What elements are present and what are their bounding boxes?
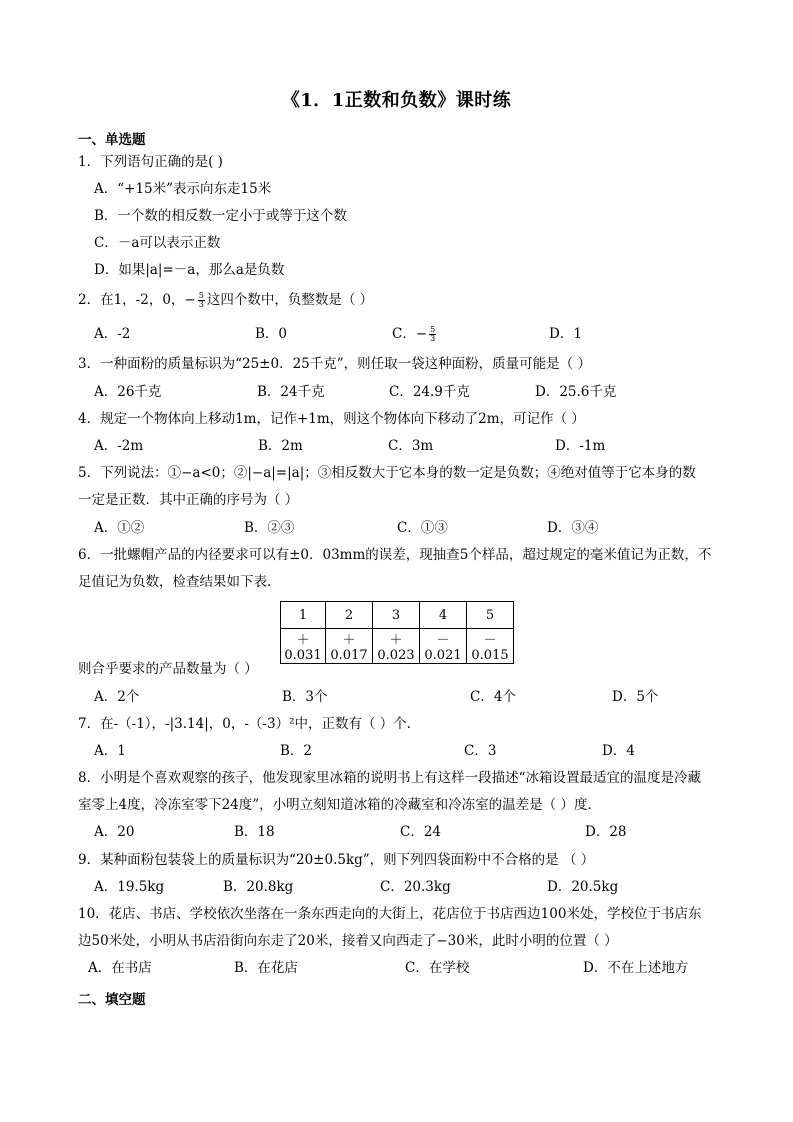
table-cell: ＋0.017 [326,629,373,664]
question-1-option-c: C．－a可以表示正数 [94,235,221,251]
question-6-option-c: C．4个 [470,689,516,705]
minus-sign: − [184,292,196,308]
question-6-option-b: B．3个 [282,689,328,705]
question-6-stem-line-1: 6．一批螺帽产品的内径要求可以有±0．03mm的误差，现抽查5个样品，超过规定的毫米值记为正数，不 [78,547,712,563]
question-1-option-d: D．如果|a|=－a，那么a是负数 [94,262,285,278]
question-1-option-b: B．一个数的相反数一定小于或等于这个数 [94,208,347,224]
fraction-numerator: 5 [430,325,436,334]
table-header-cell: 5 [467,602,514,629]
question-7-option-d: D．4 [602,743,635,759]
question-3-option-d: D．25.6千克 [535,384,617,400]
table-header-cell: 1 [281,602,326,629]
fraction-denominator: 3 [430,334,436,343]
question-2-stem-post: 这四个数中，负整数是（ ） [206,292,374,308]
question-5-option-d: D．③④ [547,520,599,536]
question-1-option-a: A．“+15米”表示向东走15米 [94,181,272,197]
minus-sign: − [415,326,428,342]
question-8-option-a: A．20 [94,824,135,840]
question-5-stem-line-2: 一定是正数．其中正确的序号为（ ） [78,492,299,508]
question-6-stem-line-2: 足值记为负数，检查结果如下表． [78,574,281,590]
table-header-cell: 4 [420,602,467,629]
table-cell: －0.021 [420,629,467,664]
section-heading-fill-in: 二、填空题 [78,992,146,1008]
question-6-stem-line-3: 则合乎要求的产品数量为（ ） [78,661,258,677]
question-8-option-d: D．28 [585,824,627,840]
question-2-option-b: B．0 [255,326,288,342]
question-10-option-d: D．不在上述地方 [583,960,689,976]
table-header-cell: 2 [326,602,373,629]
question-10-stem-line-2: 边50米处，小明从书店沿街向东走了20米，接着又向西走了−30米，此时小明的位置（ ） [78,933,618,949]
question-2-stem [78,291,373,309]
question-1-stem: 1．下列语句正确的是( ) [78,154,223,170]
question-2-stem-pre: 2．在1，-2，0， [78,292,185,308]
question-7-stem: 7．在-（-1），-|3.14|，0，-（-3）²中，正数有（ ）个． [78,716,421,732]
question-3-option-a: A．26千克 [94,384,162,400]
question-5-stem-line-1: 5．下列说法：①−a<0；②|−a|=|a|；③相反数大于它本身的数一定是负数；④绝对值等于它本身的数 [78,465,696,481]
question-10-stem-line-1: 10．花店、书店、学校依次坐落在一条东西走向的大街上，花店位于书店西边100米处，学校位于书店东 [78,906,702,922]
table-row [281,629,514,664]
fraction [198,292,205,309]
question-4-option-b: B．2m [258,438,303,454]
question-5-option-b: B．②③ [244,520,295,536]
question-10-option-c: C．在学校 [405,960,470,976]
table-header-row [281,602,514,629]
fraction-numerator: 5 [198,291,204,300]
question-9-option-b: B．20.8kg [223,879,294,895]
table-cell: －0.015 [467,629,514,664]
question-2-option-c [392,325,438,343]
question-2-option-d: D．1 [549,326,582,342]
page-title: 《1．1正数和负数》课时练 [281,90,512,111]
fraction [429,326,436,343]
table-header-cell: 3 [373,602,420,629]
question-4-stem: 4．规定一个物体向上移动1m，记作+1m，则这个物体向下移动了2m，可记作（ ） [78,411,585,427]
question-10-option-b: B．在花店 [234,960,298,976]
question-9-stem: 9．某种面粉包装袋上的质量标识为“20±0.5kg”，则下列四袋面粉中不合格的是 （ ） [78,852,595,868]
question-4-option-a: A．-2m [94,438,144,454]
question-7-option-b: B．2 [280,743,313,759]
question-8-option-c: C．24 [400,824,442,840]
question-9-option-d: D．20.5kg [547,879,619,895]
question-8-option-b: B．18 [234,824,275,840]
inspection-results-table [280,601,514,664]
question-10-option-a: A．在书店 [88,960,152,976]
question-5-option-c: C．①③ [397,520,448,536]
question-2-option-a: A．-2 [94,326,131,342]
question-4-option-d: D．-1m [555,438,606,454]
question-8-stem-line-2: 室零上4度，冷冻室零下24度”，小明立刻知道冰箱的冷藏室和冷冻室的温差是（ ）度． [78,797,601,813]
table-cell: ＋0.031 [281,629,326,664]
question-3-stem: 3．一种面粉的质量标识为“25±0．25千克”，则任取一袋这种面粉，质量可能是（ ） [78,356,591,372]
table-cell: ＋0.023 [373,629,420,664]
question-8-stem-line-1: 8．小明是个喜欢观察的孩子，他发现家里冰箱的说明书上有这样一段描述“冰箱设置最适宜的温度是冷藏 [78,770,701,786]
question-7-option-c: C．3 [464,743,497,759]
question-6-option-d: D．5个 [612,689,659,705]
question-3-option-b: B．24千克 [257,384,325,400]
fraction-denominator: 3 [198,300,204,309]
question-7-option-a: A．1 [94,743,126,759]
question-9-option-c: C．20.3kg [380,879,451,895]
question-5-option-a: A．①② [94,520,145,536]
section-heading-single-choice: 一、单选题 [78,132,146,148]
option-c-label: C． [392,326,416,342]
question-4-option-c: C．3m [388,438,434,454]
question-3-option-c: C．24.9千克 [389,384,470,400]
question-6-option-a: A．2个 [94,689,140,705]
question-9-option-a: A．19.5kg [94,879,165,895]
